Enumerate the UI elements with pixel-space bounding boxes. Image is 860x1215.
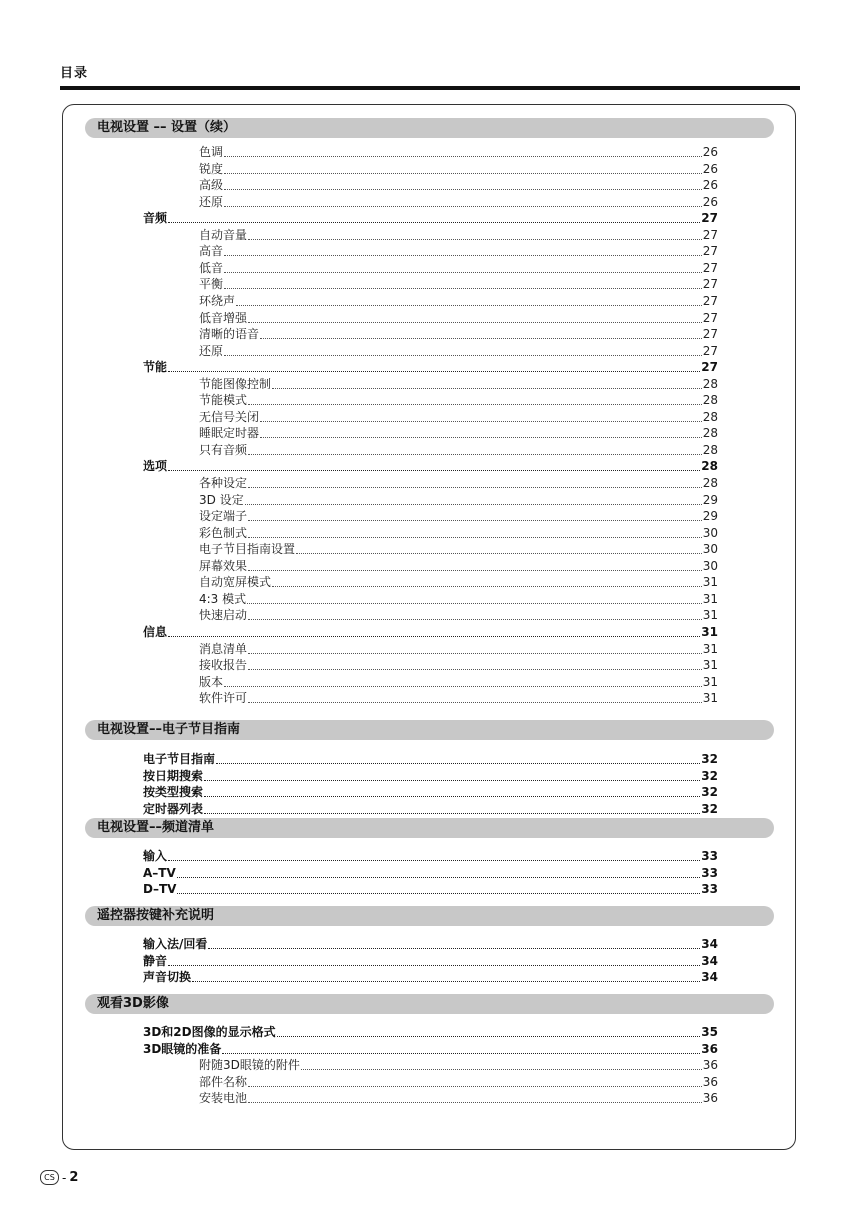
toc-entry-sub[interactable] bbox=[199, 675, 718, 690]
dot-leader bbox=[208, 948, 700, 949]
dot-leader bbox=[168, 860, 700, 861]
entry-page-number: 31 bbox=[702, 575, 718, 590]
toc-entry-main[interactable] bbox=[143, 954, 718, 969]
toc-entry-main[interactable] bbox=[143, 211, 718, 226]
dot-leader bbox=[168, 222, 700, 223]
entry-label: 选项 bbox=[143, 459, 168, 474]
entry-label: 按日期搜索 bbox=[143, 768, 204, 783]
entry-page-number: 31 bbox=[702, 691, 718, 706]
entry-page-number: 26 bbox=[702, 194, 718, 209]
entry-label: 无信号关闭 bbox=[199, 409, 260, 424]
dot-leader bbox=[248, 619, 702, 620]
toc-entry-sub[interactable] bbox=[199, 575, 718, 590]
entry-page-number: 27 bbox=[701, 211, 718, 226]
toc-entry-sub[interactable] bbox=[199, 294, 718, 309]
dot-leader bbox=[301, 1069, 702, 1070]
entry-page-number: 30 bbox=[702, 525, 718, 540]
toc-entry-sub[interactable] bbox=[199, 493, 718, 508]
toc-entry-main[interactable] bbox=[143, 360, 718, 375]
entry-page-number: 27 bbox=[702, 260, 718, 275]
dot-leader bbox=[224, 173, 702, 174]
entry-label: 自动宽屏模式 bbox=[199, 575, 272, 590]
entry-page-number: 27 bbox=[702, 343, 718, 358]
toc-entry-sub[interactable] bbox=[199, 277, 718, 292]
dot-leader bbox=[248, 404, 702, 405]
entry-page-number: 36 bbox=[702, 1074, 718, 1089]
toc-entry-sub[interactable] bbox=[199, 178, 718, 193]
toc-entry-sub[interactable] bbox=[199, 1058, 718, 1073]
dot-leader bbox=[260, 338, 702, 339]
entry-page-number: 28 bbox=[702, 376, 718, 391]
entry-page-number: 31 bbox=[702, 608, 718, 623]
entry-label: 输入 bbox=[143, 849, 168, 863]
dot-leader bbox=[222, 1053, 700, 1054]
entry-label: 声音切换 bbox=[143, 970, 192, 985]
entry-page-number: 27 bbox=[702, 327, 718, 342]
toc-entry-main[interactable] bbox=[143, 769, 718, 784]
dot-leader bbox=[248, 653, 702, 654]
dot-leader bbox=[248, 487, 702, 488]
entry-label: 消息清单 bbox=[199, 641, 248, 656]
toc-entry-sub[interactable] bbox=[199, 592, 718, 607]
toc-entry-sub[interactable] bbox=[199, 426, 718, 441]
entry-page-number: 30 bbox=[702, 558, 718, 573]
entry-page-number: 26 bbox=[702, 145, 718, 159]
dot-leader bbox=[204, 813, 700, 814]
toc-entry-sub[interactable] bbox=[199, 393, 718, 408]
entry-page-number: 31 bbox=[702, 641, 718, 656]
entry-label: 色调 bbox=[199, 145, 224, 159]
entry-page-number: 28 bbox=[702, 476, 718, 490]
toc-entry-sub[interactable] bbox=[199, 526, 718, 541]
toc-entry-main[interactable] bbox=[143, 1042, 718, 1057]
dot-leader bbox=[224, 288, 702, 289]
dot-leader bbox=[247, 603, 702, 604]
entry-label: 节能图像控制 bbox=[199, 376, 272, 391]
toc-entry-main[interactable] bbox=[143, 970, 718, 985]
entry-page-number: 29 bbox=[702, 492, 718, 507]
dot-leader bbox=[224, 189, 702, 190]
entry-label: 安装电池 bbox=[199, 1091, 248, 1106]
section-header: 电视设置––频道清单 bbox=[85, 818, 774, 838]
entry-label: 按类型搜索 bbox=[143, 785, 204, 800]
entry-page-number: 32 bbox=[701, 785, 718, 800]
toc-entry-sub[interactable] bbox=[199, 559, 718, 574]
toc-entry-sub[interactable] bbox=[199, 377, 718, 392]
toc-entry-sub[interactable] bbox=[199, 443, 718, 458]
dot-leader bbox=[224, 156, 702, 157]
entry-label: 电子节目指南设置 bbox=[199, 542, 296, 557]
entry-label: 定时器列表 bbox=[143, 801, 204, 816]
entry-label: 音频 bbox=[143, 211, 168, 226]
dot-leader bbox=[248, 1102, 702, 1103]
toc-entry-sub[interactable] bbox=[199, 410, 718, 425]
dot-leader bbox=[224, 206, 702, 207]
entry-label: 睡眠定时器 bbox=[199, 426, 260, 441]
dot-leader bbox=[177, 893, 700, 894]
entry-label: 3D眼镜的准备 bbox=[143, 1041, 222, 1056]
dot-leader bbox=[204, 796, 700, 797]
entry-label: 快速启动 bbox=[199, 608, 248, 623]
dot-leader bbox=[168, 371, 700, 372]
entry-label: 还原 bbox=[199, 343, 224, 358]
entry-label: 信息 bbox=[143, 624, 168, 639]
language-badge: CS bbox=[40, 1170, 59, 1185]
dot-leader bbox=[248, 702, 702, 703]
dot-leader bbox=[224, 686, 702, 687]
toc-entry-main[interactable] bbox=[143, 1025, 718, 1040]
entry-page-number: 27 bbox=[702, 293, 718, 308]
entry-label: 锐度 bbox=[199, 161, 224, 176]
toc-entry-main[interactable] bbox=[143, 752, 718, 767]
entry-label: 4:3 模式 bbox=[199, 591, 247, 606]
entry-label: 软件许可 bbox=[199, 691, 248, 706]
entry-label: A–TV bbox=[143, 865, 176, 880]
entry-label: 自动音量 bbox=[199, 227, 248, 242]
entry-page-number: 27 bbox=[702, 277, 718, 292]
entry-page-number: 27 bbox=[702, 227, 718, 242]
entry-page-number: 33 bbox=[701, 849, 718, 863]
entry-page-number: 27 bbox=[702, 310, 718, 325]
entry-page-number: 32 bbox=[701, 801, 718, 816]
dot-leader bbox=[245, 504, 702, 505]
entry-page-number: 28 bbox=[702, 409, 718, 424]
dot-leader bbox=[192, 981, 700, 982]
entry-label: 各种设定 bbox=[199, 476, 248, 490]
dot-leader bbox=[248, 1086, 702, 1087]
dot-leader bbox=[248, 570, 702, 571]
entry-page-number: 28 bbox=[702, 393, 718, 408]
dot-leader bbox=[248, 454, 702, 455]
toc-entry-main[interactable] bbox=[143, 625, 718, 640]
toc-entry-sub[interactable] bbox=[199, 1075, 718, 1090]
entry-label: 电子节目指南 bbox=[143, 752, 216, 766]
dot-leader bbox=[248, 520, 702, 521]
toc-entry-sub[interactable] bbox=[199, 1091, 718, 1106]
dot-leader bbox=[248, 537, 702, 538]
toc-entry-main[interactable] bbox=[143, 849, 718, 864]
entry-label: 还原 bbox=[199, 194, 224, 209]
dot-leader bbox=[168, 470, 700, 471]
section-header: 观看3D影像 bbox=[85, 994, 774, 1014]
toc-entry-main[interactable] bbox=[143, 459, 718, 474]
entry-label: 低音 bbox=[199, 260, 224, 275]
entry-label: D–TV bbox=[143, 882, 177, 897]
toc-entry-main[interactable] bbox=[143, 882, 718, 897]
toc-entry-main[interactable] bbox=[143, 937, 718, 952]
entry-page-number: 27 bbox=[701, 360, 718, 375]
entry-label: 3D 设定 bbox=[199, 492, 244, 507]
toc-entry-sub[interactable] bbox=[199, 344, 718, 359]
entry-label: 低音增强 bbox=[199, 310, 248, 325]
dot-leader bbox=[248, 239, 702, 240]
entry-label: 3D和2D图像的显示格式 bbox=[143, 1025, 276, 1039]
toc-entry-sub[interactable] bbox=[199, 261, 718, 276]
page-number: 2 bbox=[69, 1170, 79, 1185]
entry-label: 设定端子 bbox=[199, 509, 248, 524]
dot-leader bbox=[224, 272, 702, 273]
entry-page-number: 27 bbox=[702, 244, 718, 259]
toc-entry-sub[interactable] bbox=[199, 311, 718, 326]
entry-page-number: 31 bbox=[701, 624, 718, 639]
section-header: 遥控器按键补充说明 bbox=[85, 906, 774, 926]
toc-entry-main[interactable] bbox=[143, 802, 718, 817]
entry-page-number: 29 bbox=[702, 509, 718, 524]
entry-page-number: 33 bbox=[701, 882, 718, 897]
toc-entry-sub[interactable] bbox=[199, 691, 718, 706]
entry-page-number: 36 bbox=[701, 1041, 718, 1056]
dot-leader bbox=[204, 780, 700, 781]
entry-label: 节能 bbox=[143, 360, 168, 375]
dot-leader bbox=[224, 255, 702, 256]
entry-page-number: 34 bbox=[701, 953, 718, 968]
entry-label: 环绕声 bbox=[199, 293, 236, 308]
dot-leader bbox=[260, 437, 702, 438]
entry-label: 高音 bbox=[199, 244, 224, 259]
dot-leader bbox=[248, 669, 702, 670]
entry-label: 输入法/回看 bbox=[143, 937, 208, 951]
footer-separator: - bbox=[62, 1170, 67, 1185]
dot-leader bbox=[296, 553, 702, 554]
toc-entry-sub[interactable] bbox=[199, 642, 718, 657]
dot-leader bbox=[260, 421, 702, 422]
toc-entry-sub[interactable] bbox=[199, 244, 718, 259]
entry-page-number: 28 bbox=[701, 459, 718, 474]
dot-leader bbox=[224, 355, 702, 356]
dot-leader bbox=[177, 877, 701, 878]
toc-entry-sub[interactable] bbox=[199, 608, 718, 623]
toc-entry-sub[interactable] bbox=[199, 228, 718, 243]
entry-label: 版本 bbox=[199, 674, 224, 689]
entry-label: 屏幕效果 bbox=[199, 558, 248, 573]
dot-leader bbox=[272, 586, 702, 587]
entry-page-number: 28 bbox=[702, 426, 718, 441]
entry-label: 静音 bbox=[143, 953, 168, 968]
dot-leader bbox=[277, 1036, 701, 1037]
entry-page-number: 30 bbox=[702, 542, 718, 557]
entry-page-number: 34 bbox=[701, 970, 718, 985]
page-footer bbox=[40, 1170, 78, 1185]
toc-entry-sub[interactable] bbox=[199, 195, 718, 210]
toc-entry-sub[interactable] bbox=[199, 542, 718, 557]
entry-page-number: 31 bbox=[702, 591, 718, 606]
dot-leader bbox=[236, 305, 702, 306]
section-header: 电视设置 –– 设置（续） bbox=[85, 118, 774, 138]
dot-leader bbox=[168, 965, 700, 966]
entry-label: 只有音频 bbox=[199, 442, 248, 457]
toc-entry-sub[interactable] bbox=[199, 327, 718, 342]
dot-leader bbox=[272, 388, 702, 389]
entry-page-number: 28 bbox=[702, 442, 718, 457]
entry-page-number: 31 bbox=[702, 674, 718, 689]
entry-label: 接收报告 bbox=[199, 658, 248, 673]
entry-page-number: 31 bbox=[702, 658, 718, 673]
dot-leader bbox=[216, 763, 700, 764]
entry-page-number: 35 bbox=[701, 1025, 718, 1039]
entry-label: 节能模式 bbox=[199, 393, 248, 408]
toc-entry-main[interactable] bbox=[143, 785, 718, 800]
entry-page-number: 26 bbox=[702, 178, 718, 193]
entry-label: 部件名称 bbox=[199, 1074, 248, 1089]
entry-page-number: 32 bbox=[701, 768, 718, 783]
entry-label: 清晰的语音 bbox=[199, 327, 260, 342]
entry-label: 高级 bbox=[199, 178, 224, 193]
toc-entry-sub[interactable] bbox=[199, 145, 718, 160]
dot-leader bbox=[168, 636, 700, 637]
entry-page-number: 32 bbox=[701, 752, 718, 766]
toc-entry-sub[interactable] bbox=[199, 509, 718, 524]
page-title: 目录 bbox=[60, 66, 89, 81]
entry-page-number: 36 bbox=[702, 1091, 718, 1106]
entry-page-number: 26 bbox=[702, 161, 718, 176]
entry-label: 彩色制式 bbox=[199, 525, 248, 540]
entry-label: 附随3D眼镜的附件 bbox=[199, 1058, 300, 1073]
entry-page-number: 36 bbox=[702, 1058, 718, 1073]
toc-entry-main[interactable] bbox=[143, 866, 718, 881]
entry-page-number: 34 bbox=[701, 937, 718, 951]
toc-entry-sub[interactable] bbox=[199, 162, 718, 177]
dot-leader bbox=[248, 322, 702, 323]
toc-entry-sub[interactable] bbox=[199, 476, 718, 491]
toc-entry-sub[interactable] bbox=[199, 658, 718, 673]
section-header: 电视设置––电子节目指南 bbox=[85, 720, 774, 740]
entry-page-number: 33 bbox=[701, 865, 718, 880]
entry-label: 平衡 bbox=[199, 277, 224, 292]
